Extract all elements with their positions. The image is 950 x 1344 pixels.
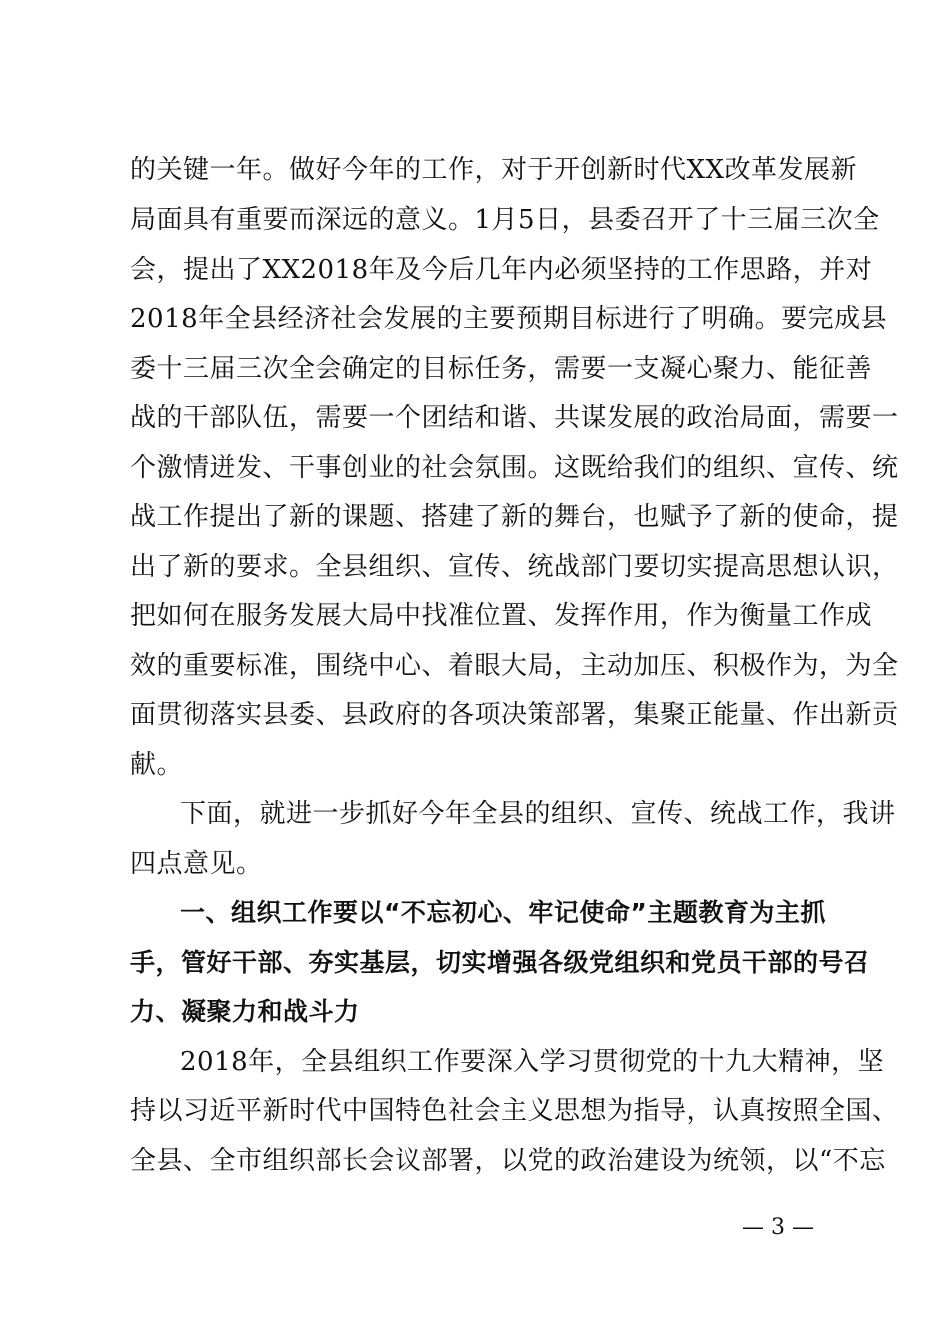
body-text-line: 全县、全市组织部长会议部署，以党的政治建设为统领，以“不忘: [130, 1146, 886, 1176]
body-text-line: 会，提出了XX2018年及今后几年内必须坚持的工作思路，并对: [130, 255, 873, 285]
section-heading-line: 手，管好干部、夯实基层，切实增强各级党组织和党员干部的号召: [130, 948, 870, 977]
body-text-line: 战工作提出了新的课题、搭建了新的舞台，也赋予了新的使命，提: [130, 502, 899, 532]
body-text-line: 下面，就进一步抓好今年全县的组织、宣传、统战工作，我讲: [180, 799, 896, 829]
body-text-line: 效的重要标准，围绕中心、着眼大局，主动加压、积极作为，为全: [130, 651, 899, 681]
body-text-line: 献。: [130, 750, 184, 780]
body-text-line: 战的干部队伍，需要一个团结和谐、共谋发展的政治局面，需要一: [130, 403, 899, 433]
section-heading-line: 力、凝聚力和战斗力: [130, 997, 360, 1026]
section-heading-line: 一、组织工作要以“不忘初心、牢记使命”主题教育为主抓: [180, 898, 826, 927]
body-text-line: 面贯彻落实县委、县政府的各项决策部署，集聚正能量、作出新贡: [130, 700, 899, 730]
body-text-line: 2018年全县经济社会发展的主要预期目标进行了明确。要完成县: [130, 304, 888, 334]
body-text-line: 局面具有重要而深远的意义。1月5日，县委召开了十三届三次全: [130, 205, 880, 235]
page-number: — 3 —: [742, 1215, 814, 1240]
body-text-line: 四点意见。: [130, 849, 263, 879]
body-text-line: 个激情迸发、干事创业的社会氛围。这既给我们的组织、宣传、统: [130, 453, 899, 483]
body-text-line: 持以习近平新时代中国特色社会主义思想为指导，认真按照全国、: [130, 1096, 899, 1126]
body-text-line: 委十三届三次全会确定的目标任务，需要一支凝心聚力、能征善: [130, 354, 873, 384]
body-text-line: 的关键一年。做好今年的工作，对于开创新时代XX改革发展新: [130, 155, 858, 185]
body-text-line: 出了新的要求。全县组织、宣传、统战部门要切实提高思想认识，: [130, 552, 899, 582]
body-text-line: 把如何在服务发展大局中找准位置、发挥作用，作为衡量工作成: [130, 601, 873, 631]
body-text-line: 2018年，全县组织工作要深入学习贯彻党的十九大精神，坚: [180, 1047, 885, 1077]
